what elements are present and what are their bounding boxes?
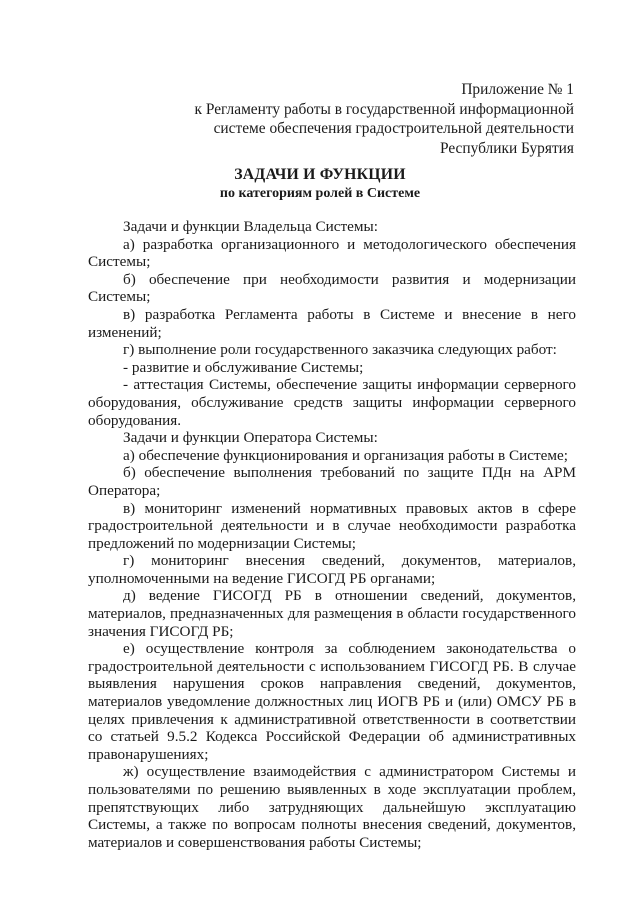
annex-reference-block: [195, 80, 574, 158]
list-item: е) осуществление контроля за соблюдением законодательства о градостроительной деятельности с использованием ГИСОГД РБ. В случае выявления нарушения сроков направления сведений, документов, материалов уведомление должностных лиц ИОГВ РБ и (или) ОМСУ РБ в целях привлечения к административной ответственности в соответствии со статьей 9.5.2 Кодекса Российской Федерации об административных правонарушениях;: [88, 640, 576, 763]
annex-number: Приложение № 1: [461, 81, 574, 98]
list-item: ж) осуществление взаимодействия с администратором Системы и пользователями по решению выявленных в ходе эксплуатации проблем, препятствующих либо затрудняющих дальнейшую эксплуатацию Системы, а также по вопросам полноты внесения сведений, документов, материалов и совершенствования работы Системы;: [88, 763, 576, 851]
document-body: [88, 218, 576, 851]
list-item: а) разработка организационного и методологического обеспечения Системы;: [88, 235, 576, 271]
document-title: ЗАДАЧИ И ФУНКЦИИ: [234, 166, 406, 183]
list-item: г) выполнение роли государственного заказчика следующих работ:: [123, 341, 557, 359]
sub-list-item: - аттестация Системы, обеспечение защиты информации серверного оборудования, обслуживание средств защиты информации серверного оборудования.: [88, 376, 576, 429]
annex-reference-line: системе обеспечения градостроительной деятельности: [213, 120, 574, 137]
annex-reference-line: к Регламенту работы в государственной информационной: [194, 100, 574, 118]
list-item: а) обеспечение функционирования и организация работы в Системе;: [123, 446, 568, 464]
section-heading-owner: Задачи и функции Владельца Системы:: [123, 218, 378, 235]
document-subtitle: по категориям ролей в Системе: [219, 186, 421, 201]
list-item: д) ведение ГИСОГД РБ в отношении сведений, документов, материалов, предназначенных для размещения в области государственного значения ГИСОГД РБ;: [88, 587, 576, 640]
list-item: б) обеспечение при необходимости развития и модернизации Системы;: [88, 270, 576, 306]
sub-list-item: - развитие и обслуживание Системы;: [123, 358, 364, 376]
list-item: б) обеспечение выполнения требований по защите ПДн на АРМ Оператора;: [88, 464, 576, 499]
list-item: в) мониторинг изменений нормативных правовых актов в сфере градостроительной деятельности и в случае необходимости разработка предложений по модернизации Системы;: [88, 499, 576, 552]
list-item: г) мониторинг внесения сведений, документов, материалов, уполномоченными на ведение ГИСОГД РБ органами;: [88, 552, 576, 587]
list-item: в) разработка Регламента работы в Системе и внесение в него изменений;: [88, 305, 576, 341]
annex-reference-line: Республики Бурятия: [439, 139, 574, 157]
section-heading-operator: Задачи и функции Оператора Системы:: [123, 429, 378, 447]
